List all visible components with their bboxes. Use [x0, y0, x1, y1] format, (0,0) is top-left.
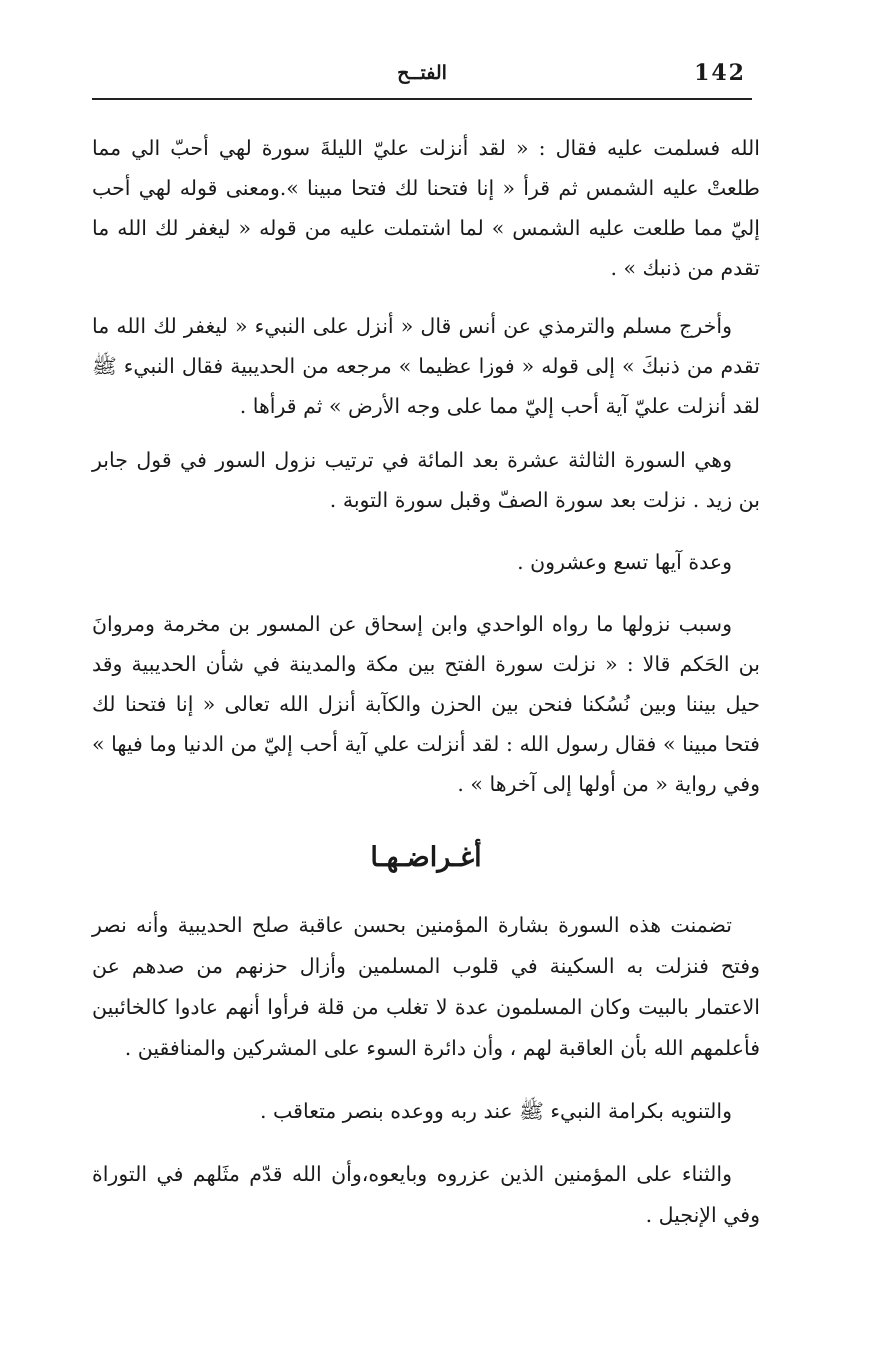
running-title: الفتــح [397, 62, 447, 84]
paragraph: والثناء على المؤمنين الذين عزروه وبايعوه،وأن الله قدّم مثَلهم في التوراة وفي الإنجيل . [92, 1162, 760, 1227]
paragraph: وسبب نزولها ما رواه الواحدي وابن إسحاق عن المسور بن مخرمة ومروانَ بن الحَكم قالا : « نزلت سورة الفتح بين مكة والمدينة في شأن الحديبية وقد حيل بيننا وبين نُسُكنا فنحن بين الحزن والكآبة أنزل الله تعالى « إنا فتحنا لك فتحا مبينا » فقال رسول الله : لقد أنزلت علي آية أحب إليّ من الدنيا وما فيها » وفي رواية « من أولها إلى آخرها » . [92, 612, 760, 796]
main-text [92, 128, 760, 804]
page-header [92, 58, 752, 100]
paragraph: وهي السورة الثالثة عشرة بعد المائة في ترتيب نزول السور في قول جابر بن زيد . نزلت بعد سورة الصفّ وقبل سورة التوبة . [92, 448, 760, 512]
paragraph: وعدة آيها تسع وعشرون . [517, 550, 732, 574]
paragraph: تضمنت هذه السورة بشارة المؤمنين بحسن عاقبة صلح الحديبية وأنه نصر وفتح فنزلت به السكينة في قلوب المسلمين وأزال حزنهم من صدهم عن الاعتمار بالبيت وكان المسلمون عدة لا تغلب من قلة فرأوا أنهم عادوا كالخائبين فأعلمهم الله بأن العاقبة لهم ، وأن دائرة السوء على المشركين والمنافقين . [92, 913, 760, 1060]
section-heading: أغـراضـهـا [370, 842, 482, 873]
paragraph: والتنويه بكرامة النبيء ﷺ عند ربه ووعده بنصر متعاقب . [260, 1099, 732, 1123]
section-text [92, 905, 760, 1236]
paragraph: الله فسلمت عليه فقال : « لقد أنزلت عليّ الليلةَ سورة لهي أحبّ الي مما طلعتْ عليه الشمس ثم قرأ « إنا فتحنا لك فتحا مبينا ».ومعنى قوله لهي أحب إليّ مما طلعت عليه الشمس » لما اشتملت عليه من قوله « ليغفر لك الله ما تقدم من ذنبك » . [92, 136, 760, 280]
paragraph: وأخرج مسلم والترمذي عن أنس قال « أنزل على النبيء « ليغفر لك الله ما تقدم من ذنبكَ » إلى قوله « فوزا عظيما » مرجعه من الحديبية فقال النبيء ﷺ لقد أنزلت عليّ آية أحب إليّ مما على وجه الأرض » ثم قرأها . [92, 314, 760, 418]
page-number: 142 [694, 60, 746, 86]
